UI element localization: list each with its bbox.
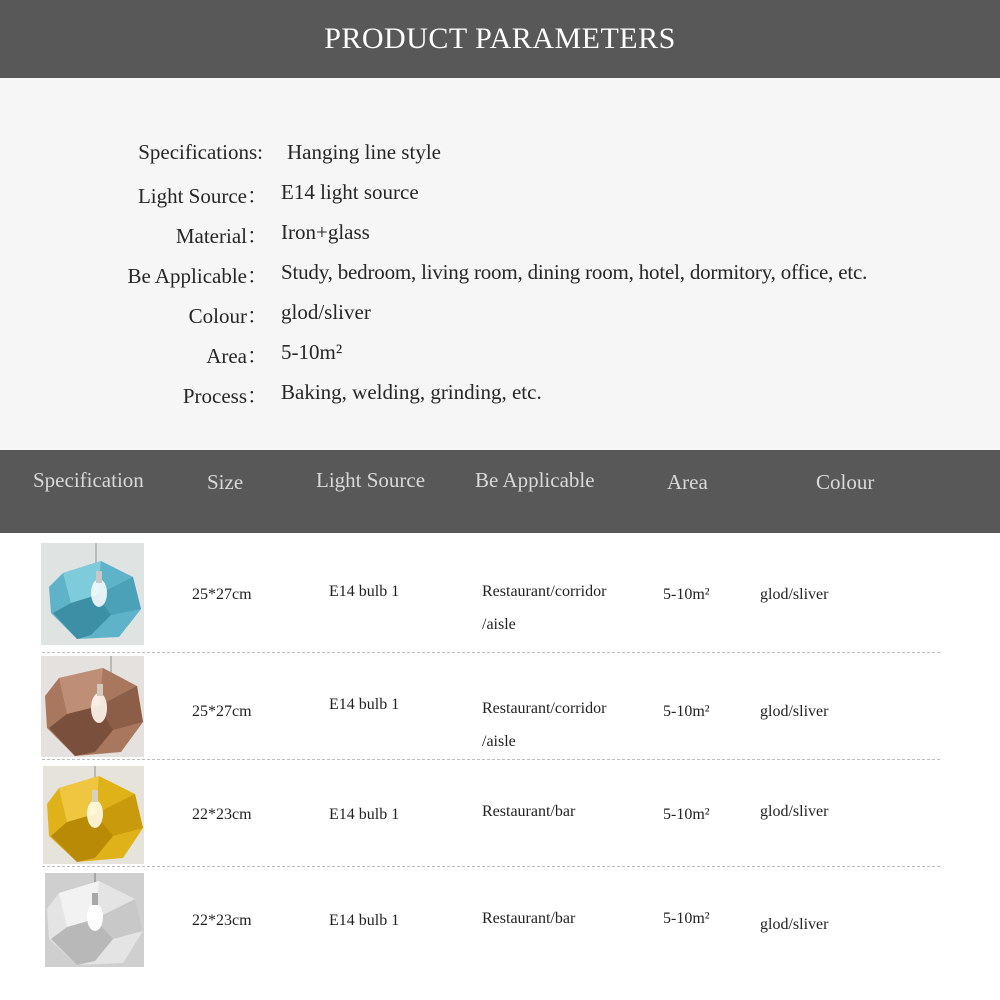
colour-cell: glod/sliver	[760, 703, 829, 720]
size-cell: 22*23cm	[192, 806, 252, 823]
blue-glass-pendant-icon	[41, 543, 144, 645]
size-cell: 25*27cm	[192, 586, 252, 603]
applicable-cell-line1: Restaurant/corridor	[482, 700, 607, 717]
column-header-size: Size	[207, 470, 244, 494]
applicable-cell-line2: /aisle	[482, 616, 516, 633]
param-value: Baking, welding, grinding, etc.	[281, 380, 542, 404]
table-header	[0, 450, 1000, 533]
page-title: PRODUCT PARAMETERS	[324, 22, 676, 55]
column-header-specification: Specification	[33, 468, 144, 492]
column-header-be-applicable: Be Applicable	[475, 468, 595, 492]
param-value: E14 light source	[281, 180, 419, 204]
param-label: Area：	[206, 344, 268, 368]
param-label: Process：	[182, 384, 268, 408]
column-header-area: Area	[667, 470, 708, 494]
light-source-cell: E14 bulb 1	[329, 696, 400, 713]
light-source-cell: E14 bulb 1	[329, 912, 400, 929]
row-divider	[42, 759, 940, 760]
blue-glass-pendant-image	[41, 543, 144, 645]
param-label: Colour：	[188, 304, 268, 328]
clear-glass-pendant-image	[45, 873, 144, 967]
colour-cell: glod/sliver	[760, 916, 829, 933]
param-value: Iron+glass	[281, 220, 370, 244]
param-value: 5-10m²	[281, 340, 343, 364]
light-source-cell: E14 bulb 1	[329, 806, 400, 823]
row-divider	[42, 866, 940, 867]
param-label: Material：	[175, 224, 268, 248]
param-label: Be Applicable：	[127, 264, 268, 288]
colour-cell: glod/sliver	[760, 803, 829, 820]
area-cell: 5-10m²	[663, 806, 710, 823]
area-cell: 5-10m²	[663, 910, 710, 927]
applicable-cell-line1: Restaurant/bar	[482, 803, 576, 820]
param-row-area	[0, 340, 1000, 372]
applicable-cell-line2: /aisle	[482, 733, 516, 750]
area-cell: 5-10m²	[663, 703, 710, 720]
row-divider	[42, 652, 940, 653]
param-value: Study, bedroom, living room, dining room, hotel, dormitory, office, etc.	[281, 260, 868, 284]
applicable-cell-line1: Restaurant/corridor	[482, 583, 607, 600]
size-cell: 25*27cm	[192, 703, 252, 720]
colour-cell: glod/sliver	[760, 586, 829, 603]
yellow-glass-pendant-icon	[43, 766, 144, 864]
clear-glass-pendant-icon	[45, 873, 144, 967]
param-row-be-applicable	[0, 260, 1000, 292]
column-header-colour: Colour	[816, 470, 875, 494]
area-cell: 5-10m²	[663, 586, 710, 603]
size-cell: 22*23cm	[192, 912, 252, 929]
param-row-colour	[0, 300, 1000, 332]
param-value: glod/sliver	[281, 300, 371, 324]
applicable-cell-line1: Restaurant/bar	[482, 910, 576, 927]
param-row-process	[0, 380, 1000, 412]
param-label: Specifications:	[138, 140, 263, 164]
product-table	[0, 533, 1000, 1000]
param-label: Light Source：	[137, 184, 268, 208]
parameters-section	[0, 78, 1000, 450]
light-source-cell: E14 bulb 1	[329, 583, 400, 600]
amber-glass-pendant-icon	[41, 656, 144, 757]
param-value: Hanging line style	[287, 140, 441, 164]
param-row-material	[0, 220, 1000, 252]
amber-glass-pendant-image	[41, 656, 144, 757]
column-header-light-source: Light Source	[316, 468, 426, 492]
yellow-glass-pendant-image	[43, 766, 144, 864]
page-title-banner	[0, 0, 1000, 78]
param-row-specifications	[0, 140, 1000, 172]
param-row-light-source	[0, 180, 1000, 212]
